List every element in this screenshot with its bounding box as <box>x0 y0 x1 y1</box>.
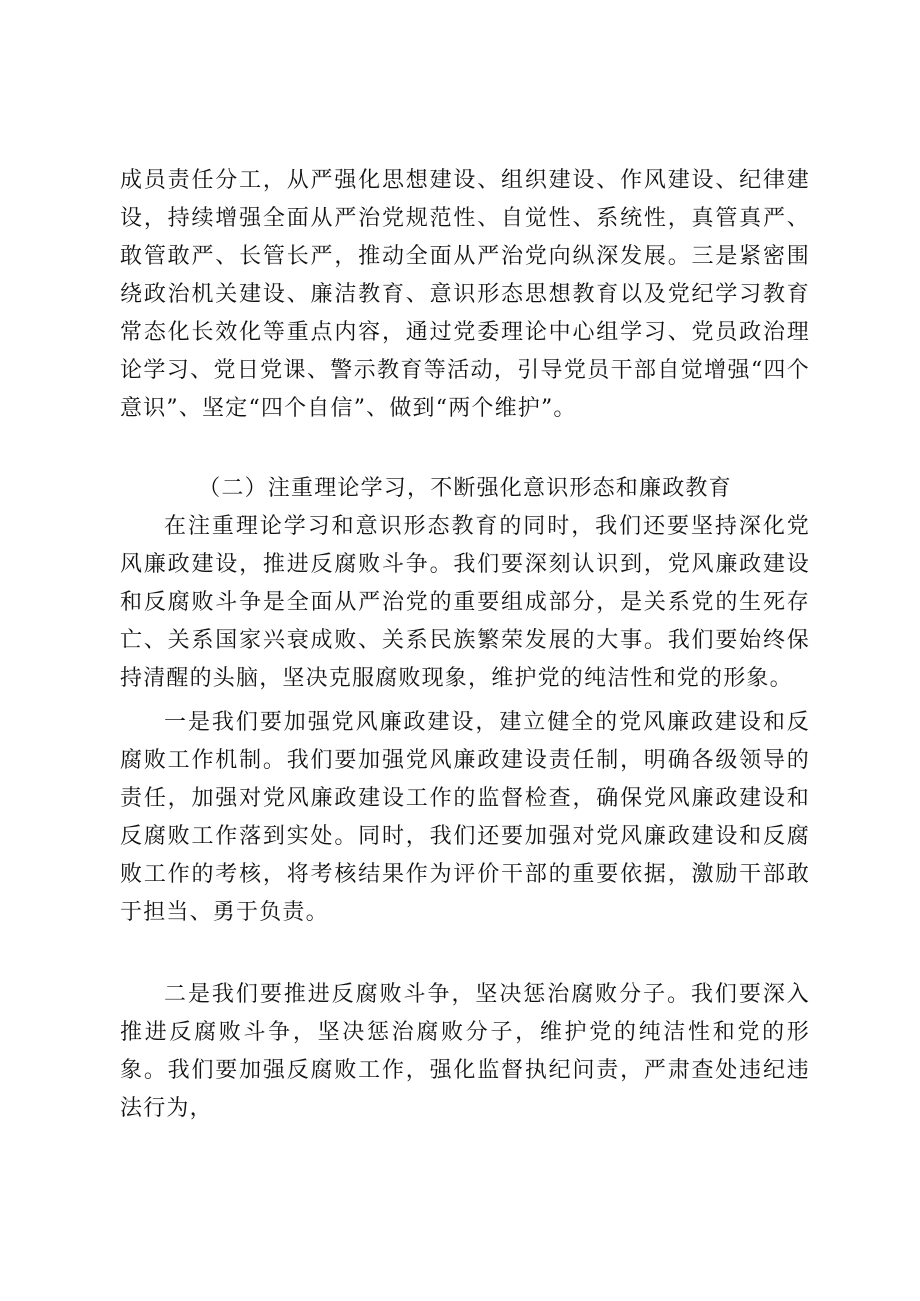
paragraph-continuation: 成员责任分工，从严强化思想建设、组织建设、作风建设、纪律建设，持续增强全面从严治党规范性、自觉性、系统性，真管真严、敢管敢严、长管长严，推动全面从严治党向纵深发展。三是紧密围绕政治机关建设、廉洁教育、意识形态思想教育以及党纪学习教育常态化长效化等重点内容，通过党委理论中心组学习、党员政治理论学习、党日党课、警示教育等活动，引导党员干部自觉增强“四个意识”、坚定“四个自信”、做到“两个维护”。 <box>120 168 810 421</box>
paragraph-point-one: 一是我们要加强党风廉政建设，建立健全的党风廉政建设和反腐败工作机制。我们要加强党风廉政建设责任制，明确各级领导的责任，加强对党风廉政建设工作的监督检查，确保党风廉政建设和反腐败工作落到实处。同时，我们还要加强对党风廉政建设和反腐败工作的考核，将考核结果作为评价干部的重要依据，激励干部敢于担当、勇于负责。 <box>120 710 810 925</box>
paragraph-intro: 在注重理论学习和意识形态教育的同时，我们还要坚持深化党风廉政建设，推进反腐败斗争。我们要深刻认识到，党风廉政建设和反腐败斗争是全面从严治党的重要组成部分，是关系党的生死存亡、关系国家兴衰成败、关系民族繁荣发展的大事。我们要始终保持清醒的头脑，坚决克服腐败现象，维护党的纯洁性和党的形象。 <box>120 514 810 691</box>
paragraph-point-two: 二是我们要推进反腐败斗争，坚决惩治腐败分子。我们要深入推进反腐败斗争，坚决惩治腐败分子，维护党的纯洁性和党的形象。我们要加强反腐败工作，强化监督执纪问责，严肃查处违纪违法行为， <box>120 982 810 1121</box>
section-heading: （二）注重理论学习，不断强化意识形态和廉政教育 <box>198 476 732 501</box>
